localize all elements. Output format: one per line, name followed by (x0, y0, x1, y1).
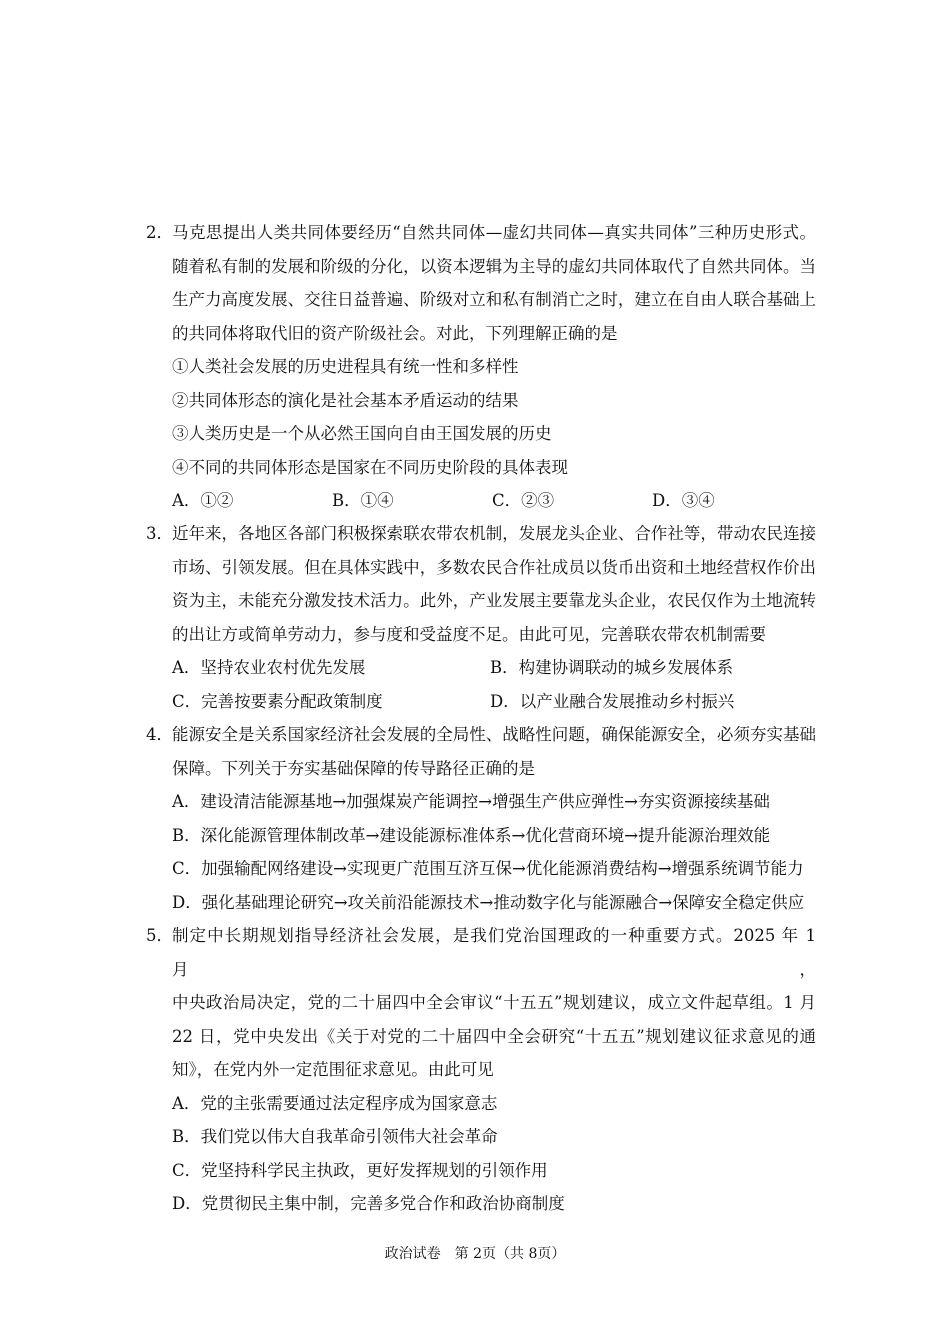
question-stem-line: 能源安全是关系国家经济社会发展的全局性、战略性问题，确保能源安全，必须夯实基础 (172, 725, 816, 744)
question-stem-line: 22 日，党中央发出《关于对党的二十届四中全会研究“十五五”规划建议征求意见的通 (172, 1026, 816, 1046)
option-c: C．②③ (492, 491, 555, 510)
option-d: D．③④ (652, 491, 715, 510)
question-stem-line: 市场、引领发展。但在具体实践中，多数农民合作社成员以货币出资和土地经营权作价出 (172, 557, 816, 577)
option-d: D．强化基础理论研究→攻关前沿能源技术→推动数字化与能源融合→保障安全稳定供应 (172, 892, 805, 912)
option-c: C．加强输配网络建设→实现更广范围互济互保→优化能源消费结构→增强系统调节能力 (172, 859, 804, 878)
question-stem-line: 马克思提出人类共同体要经历“自然共同体—虚幻共同体—真实共同体”三种历史形式。 (172, 223, 816, 242)
question-stem-line: 随着私有制的发展和阶级的分化，以资本逻辑为主导的虚幻共同体取代了自然共同体。当 (172, 256, 816, 276)
option-a: A．①② (172, 491, 234, 510)
option-a: A．建设清洁能源基地→加强煤炭产能调控→增强生产供应弹性→夯实资源接续基础 (172, 792, 770, 811)
option-a: A．党的主张需要通过法定程序成为国家意志 (172, 1093, 498, 1113)
question-number: 4． (146, 725, 173, 744)
option-d: D．党贯彻民主集中制，完善多党合作和政治协商制度 (172, 1194, 565, 1213)
option-row (172, 651, 816, 685)
question-stem-line: 的出让方或简单劳动力，参与度和受益度不足。由此可见，完善联农带农机制需要 (172, 624, 766, 644)
question-number: 5． (146, 926, 173, 945)
question-5 (146, 919, 816, 1221)
option-row (172, 685, 816, 719)
statement: ④不同的共同体形态是国家在不同历史阶段的具体表现 (172, 457, 568, 477)
question-stem-line: 的共同体将取代旧的资产阶级社会。对此，下列理解正确的是 (172, 323, 618, 343)
question-stem-line: 保障。下列关于夯实基础保障的传导路径正确的是 (172, 758, 535, 778)
page-footer: 政治试卷 第 2页（共 8页） (384, 1246, 566, 1262)
option-a: A．坚持农业农村优先发展 (172, 658, 366, 677)
question-number: 3． (146, 524, 173, 543)
option-b: B．我们党以伟大自我革命引领伟大社会革命 (172, 1127, 498, 1146)
question-stem-line: 知》，在党内外一定范围征求意见。由此可见 (172, 1060, 494, 1079)
option-row (172, 484, 816, 518)
question-number: 2． (146, 223, 173, 242)
statement: ②共同体形态的演化是社会基本矛盾运动的结果 (172, 390, 519, 410)
option-b: B．深化能源管理体制改革→建设能源标准体系→优化营商环境→提升能源治理效能 (172, 825, 771, 845)
option-b: B．构建协调联动的城乡发展体系 (490, 658, 734, 677)
statement: ③人类历史是一个从必然王国向自由王国发展的历史 (172, 424, 552, 443)
question-stem-line: 生产力高度发展、交往日益普遍、阶级对立和私有制消亡之时，建立在自由人联合基础上 (172, 290, 816, 309)
option-c: C．党坚持科学民主执政，更好发挥规划的引领作用 (172, 1160, 548, 1180)
question-stem-line: 中央政治局决定，党的二十届四中全会审议“十五五”规划建议，成立文件起草组。1 月 (172, 993, 816, 1012)
question-stem-line: 近年来，各地区各部门积极探索联农带农机制，发展龙头企业、合作社等，带动农民连接 (172, 524, 816, 543)
question-stem-line: 资为主，未能充分激发技术活力。此外，产业发展主要靠龙头企业，农民仅作为土地流转 (172, 591, 816, 610)
question-4 (146, 718, 816, 919)
option-b: B．①④ (332, 491, 394, 510)
question-2 (146, 216, 816, 518)
statement: ①人类社会发展的历史进程具有统一性和多样性 (172, 357, 519, 376)
question-3 (146, 517, 816, 718)
option-d: D．以产业融合发展推动乡村振兴 (490, 691, 735, 711)
question-stem-line: 制定中长期规划指导经济社会发展，是我们党治国理政的一种重要方式。2025 年 1 月， (172, 926, 816, 979)
option-c: C．完善按要素分配政策制度 (172, 691, 383, 711)
